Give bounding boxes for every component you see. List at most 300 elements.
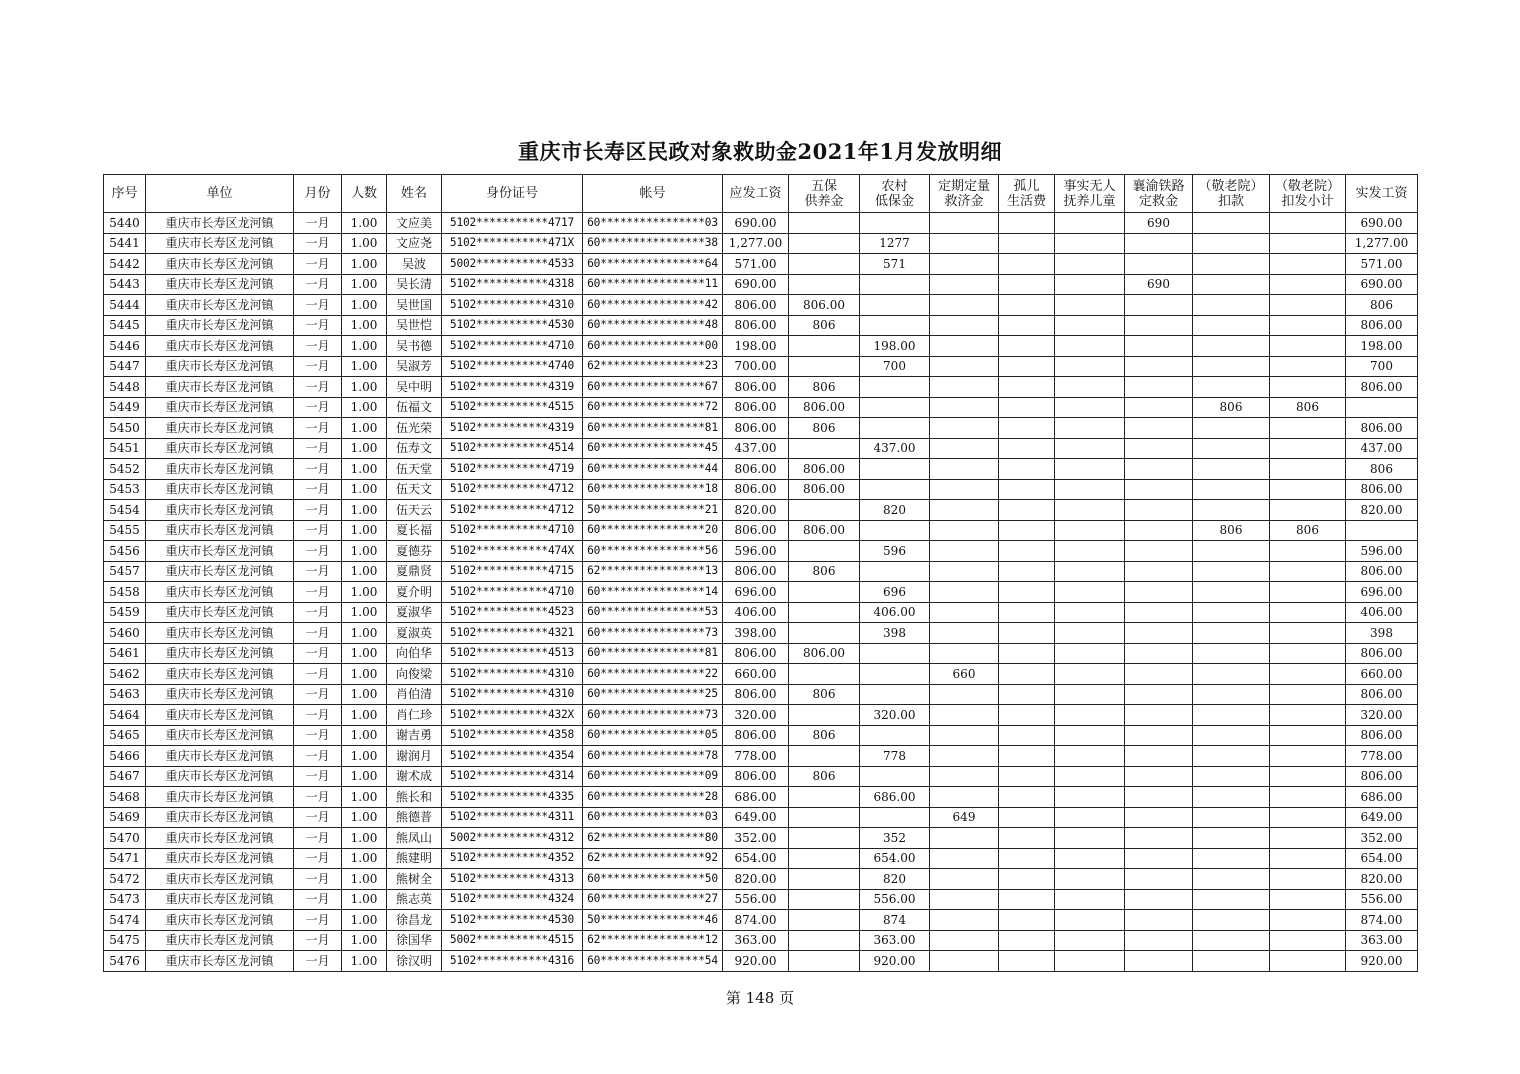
cell-count: 1.00 [342,602,387,623]
cell-month: 一月 [294,315,342,336]
column-header-label: 孤儿 [1013,178,1040,194]
cell-jingkou [1193,459,1270,480]
cell-dibao: 352 [860,828,930,849]
column-header-label: 救济金 [944,193,984,209]
cell-jingxiaoji [1270,315,1346,336]
cell-guer [999,274,1055,295]
cell-count: 1.00 [342,930,387,951]
cell-account: 62****************12 [583,930,723,951]
cell-due: 654.00 [723,848,789,869]
cell-unit: 重庆市长寿区龙河镇 [146,356,294,377]
cell-jingxiaoji [1270,643,1346,664]
table-row [104,582,1418,603]
cell-due: 198.00 [723,336,789,357]
cell-jingxiaoji [1270,233,1346,254]
cell-count: 1.00 [342,213,387,234]
cell-paid: 406.00 [1346,602,1418,623]
cell-shishi [1055,233,1125,254]
cell-account: 60****************78 [583,746,723,767]
cell-wubao [789,848,860,869]
cell-jingxiaoji [1270,213,1346,234]
cell-month: 一月 [294,705,342,726]
cell-no: 5454 [104,500,146,521]
cell-unit: 重庆市长寿区龙河镇 [146,479,294,500]
cell-unit: 重庆市长寿区龙河镇 [146,930,294,951]
cell-due: 1,277.00 [723,233,789,254]
column-header-label: 五保 [810,178,837,194]
cell-unit: 重庆市长寿区龙河镇 [146,520,294,541]
column-header-due [723,175,789,213]
cell-idno: 5102***********4316 [442,951,583,972]
cell-dingqi: 649 [930,807,999,828]
cell-account: 60****************05 [583,725,723,746]
cell-jingkou [1193,356,1270,377]
cell-xiangyu [1125,643,1193,664]
cell-shishi [1055,930,1125,951]
cell-name: 熊树全 [387,869,442,890]
cell-name: 向俊梁 [387,664,442,685]
cell-no: 5458 [104,582,146,603]
column-header-label: 序号 [111,186,138,201]
cell-dibao: 437.00 [860,438,930,459]
cell-dingqi [930,643,999,664]
cell-name: 熊建明 [387,848,442,869]
table-row [104,315,1418,336]
cell-count: 1.00 [342,479,387,500]
column-header-label: 供养金 [804,193,844,209]
cell-name: 吴中明 [387,377,442,398]
cell-shishi [1055,807,1125,828]
cell-dingqi [930,233,999,254]
cell-dibao [860,725,930,746]
cell-unit: 重庆市长寿区龙河镇 [146,561,294,582]
cell-jingxiaoji [1270,602,1346,623]
table-row [104,459,1418,480]
cell-no: 5447 [104,356,146,377]
cell-due: 352.00 [723,828,789,849]
cell-count: 1.00 [342,705,387,726]
table-row [104,889,1418,910]
table-row [104,500,1418,521]
cell-jingkou [1193,725,1270,746]
cell-no: 5462 [104,664,146,685]
cell-count: 1.00 [342,356,387,377]
cell-no: 5459 [104,602,146,623]
cell-account: 60****************28 [583,787,723,808]
cell-dibao [860,520,930,541]
cell-paid: 806.00 [1346,725,1418,746]
cell-guer [999,254,1055,275]
cell-name: 伍光荣 [387,418,442,439]
column-header-jingxiaoji [1270,175,1346,213]
cell-shishi [1055,746,1125,767]
column-header-label: 应发工资 [729,186,782,201]
cell-unit: 重庆市长寿区龙河镇 [146,807,294,828]
table-row [104,930,1418,951]
cell-jingxiaoji [1270,930,1346,951]
cell-wubao [789,602,860,623]
cell-idno: 5102***********4530 [442,910,583,931]
column-header-label: （敬老院） [1274,178,1340,194]
cell-shishi [1055,377,1125,398]
cell-idno: 5102***********4710 [442,336,583,357]
column-header-jingkou [1193,175,1270,213]
cell-unit: 重庆市长寿区龙河镇 [146,254,294,275]
cell-guer [999,520,1055,541]
cell-wubao [789,889,860,910]
cell-shishi [1055,602,1125,623]
cell-xiangyu [1125,418,1193,439]
column-header-label: 扣发小计 [1281,193,1334,209]
cell-unit: 重庆市长寿区龙河镇 [146,705,294,726]
cell-jingxiaoji [1270,746,1346,767]
cell-account: 60****************00 [583,336,723,357]
table-row [104,623,1418,644]
cell-shishi [1055,561,1125,582]
cell-idno: 5102***********471X [442,233,583,254]
cell-jingkou [1193,807,1270,828]
cell-xiangyu [1125,787,1193,808]
cell-name: 伍天文 [387,479,442,500]
cell-jingkou [1193,684,1270,705]
cell-unit: 重庆市长寿区龙河镇 [146,684,294,705]
cell-dibao [860,561,930,582]
column-header-label: 农村 [881,178,908,194]
cell-wubao [789,254,860,275]
cell-paid: 596.00 [1346,541,1418,562]
cell-dingqi [930,684,999,705]
cell-shishi [1055,438,1125,459]
cell-due: 660.00 [723,664,789,685]
cell-count: 1.00 [342,828,387,849]
cell-guer [999,828,1055,849]
cell-guer [999,725,1055,746]
cell-month: 一月 [294,930,342,951]
cell-jingkou: 806 [1193,397,1270,418]
cell-idno: 5102***********4358 [442,725,583,746]
column-header-label: 实发工资 [1355,186,1408,201]
cell-account: 60****************54 [583,951,723,972]
cell-count: 1.00 [342,643,387,664]
cell-wubao [789,787,860,808]
cell-count: 1.00 [342,807,387,828]
cell-dibao: 556.00 [860,889,930,910]
cell-wubao: 806 [789,766,860,787]
cell-jingxiaoji [1270,459,1346,480]
cell-idno: 5102***********4513 [442,643,583,664]
cell-idno: 5102***********4321 [442,623,583,644]
cell-unit: 重庆市长寿区龙河镇 [146,438,294,459]
cell-no: 5441 [104,233,146,254]
cell-dibao: 363.00 [860,930,930,951]
cell-dibao [860,459,930,480]
cell-month: 一月 [294,520,342,541]
cell-jingkou [1193,500,1270,521]
cell-xiangyu: 690 [1125,213,1193,234]
cell-paid: 820.00 [1346,500,1418,521]
cell-unit: 重庆市长寿区龙河镇 [146,418,294,439]
table-row [104,787,1418,808]
cell-wubao [789,500,860,521]
cell-name: 吴波 [387,254,442,275]
column-header-label: 单位 [206,186,233,201]
cell-idno: 5102***********4715 [442,561,583,582]
cell-jingkou [1193,418,1270,439]
cell-guer [999,233,1055,254]
cell-month: 一月 [294,438,342,459]
cell-shishi [1055,254,1125,275]
column-header-label: 姓名 [400,186,427,201]
cell-name: 肖仁珍 [387,705,442,726]
cell-due: 874.00 [723,910,789,931]
cell-name: 吴世国 [387,295,442,316]
cell-dingqi [930,705,999,726]
column-header-xiangyu [1125,175,1193,213]
cell-xiangyu [1125,315,1193,336]
cell-unit: 重庆市长寿区龙河镇 [146,643,294,664]
cell-due: 649.00 [723,807,789,828]
cell-wubao [789,336,860,357]
cell-unit: 重庆市长寿区龙河镇 [146,315,294,336]
cell-count: 1.00 [342,459,387,480]
cell-dingqi [930,397,999,418]
cell-shishi [1055,295,1125,316]
cell-guer [999,746,1055,767]
cell-dibao: 406.00 [860,602,930,623]
cell-jingkou [1193,910,1270,931]
table-row [104,479,1418,500]
table-row [104,807,1418,828]
cell-jingxiaoji [1270,274,1346,295]
cell-count: 1.00 [342,725,387,746]
cell-wubao: 806.00 [789,643,860,664]
cell-wubao [789,233,860,254]
cell-due: 363.00 [723,930,789,951]
cell-no: 5451 [104,438,146,459]
cell-jingkou [1193,766,1270,787]
cell-jingxiaoji [1270,377,1346,398]
table-row [104,520,1418,541]
cell-no: 5466 [104,746,146,767]
cell-unit: 重庆市长寿区龙河镇 [146,725,294,746]
cell-dingqi [930,561,999,582]
cell-dibao: 398 [860,623,930,644]
cell-paid: 363.00 [1346,930,1418,951]
cell-shishi [1055,541,1125,562]
cell-guer [999,910,1055,931]
cell-guer [999,602,1055,623]
column-header-label: 抚养儿童 [1063,193,1116,209]
column-header-label: 襄渝铁路 [1132,178,1185,194]
cell-dibao [860,213,930,234]
cell-jingkou [1193,295,1270,316]
cell-jingxiaoji [1270,869,1346,890]
cell-jingkou [1193,233,1270,254]
cell-no: 5469 [104,807,146,828]
cell-xiangyu [1125,766,1193,787]
cell-shishi [1055,520,1125,541]
cell-paid: 920.00 [1346,951,1418,972]
cell-due: 320.00 [723,705,789,726]
cell-shishi [1055,479,1125,500]
cell-month: 一月 [294,951,342,972]
page-number: 第 148 页 [725,989,795,1007]
column-header-label: 低保金 [874,193,914,209]
cell-month: 一月 [294,766,342,787]
cell-dingqi [930,889,999,910]
cell-dibao [860,766,930,787]
column-header-paid [1346,175,1418,213]
cell-wubao: 806 [789,377,860,398]
cell-paid: 352.00 [1346,828,1418,849]
cell-dibao: 820 [860,869,930,890]
cell-due: 778.00 [723,746,789,767]
cell-shishi [1055,869,1125,890]
cell-xiangyu [1125,910,1193,931]
cell-unit: 重庆市长寿区龙河镇 [146,377,294,398]
cell-dibao [860,643,930,664]
cell-idno: 5102***********4311 [442,807,583,828]
cell-jingxiaoji [1270,889,1346,910]
cell-jingkou [1193,889,1270,910]
cell-guer [999,664,1055,685]
cell-no: 5448 [104,377,146,398]
cell-dibao: 700 [860,356,930,377]
cell-name: 伍福文 [387,397,442,418]
table-row [104,828,1418,849]
cell-month: 一月 [294,541,342,562]
cell-no: 5444 [104,295,146,316]
cell-guer [999,213,1055,234]
cell-dibao: 920.00 [860,951,930,972]
cell-account: 60****************11 [583,274,723,295]
table-row [104,397,1418,418]
header-row [104,175,1418,213]
cell-month: 一月 [294,664,342,685]
cell-idno: 5102***********4335 [442,787,583,808]
cell-jingxiaoji [1270,356,1346,377]
cell-no: 5440 [104,213,146,234]
cell-due: 806.00 [723,459,789,480]
cell-guer [999,377,1055,398]
cell-guer [999,889,1055,910]
cell-name: 文应美 [387,213,442,234]
cell-paid: 696.00 [1346,582,1418,603]
cell-paid: 556.00 [1346,889,1418,910]
cell-no: 5452 [104,459,146,480]
cell-dingqi [930,930,999,951]
cell-guer [999,623,1055,644]
column-header-label: 生活费 [1006,193,1046,209]
cell-count: 1.00 [342,500,387,521]
cell-xiangyu [1125,705,1193,726]
cell-jingxiaoji [1270,438,1346,459]
cell-idno: 5102***********4324 [442,889,583,910]
cell-idno: 5102***********4319 [442,418,583,439]
cell-account: 62****************92 [583,848,723,869]
cell-jingkou [1193,828,1270,849]
table-row [104,377,1418,398]
cell-due: 820.00 [723,869,789,890]
cell-jingxiaoji [1270,541,1346,562]
cell-jingxiaoji [1270,664,1346,685]
cell-jingkou [1193,438,1270,459]
cell-jingxiaoji [1270,295,1346,316]
cell-paid: 1,277.00 [1346,233,1418,254]
column-header-label: 月份 [304,186,331,201]
cell-xiangyu [1125,746,1193,767]
cell-unit: 重庆市长寿区龙河镇 [146,295,294,316]
cell-month: 一月 [294,684,342,705]
cell-paid: 660.00 [1346,664,1418,685]
cell-month: 一月 [294,274,342,295]
cell-shishi [1055,582,1125,603]
cell-jingkou [1193,213,1270,234]
cell-xiangyu [1125,951,1193,972]
cell-name: 夏长福 [387,520,442,541]
cell-name: 伍寿文 [387,438,442,459]
cell-account: 60****************72 [583,397,723,418]
cell-month: 一月 [294,582,342,603]
cell-due: 806.00 [723,479,789,500]
cell-paid: 806.00 [1346,643,1418,664]
cell-no: 5463 [104,684,146,705]
cell-month: 一月 [294,213,342,234]
cell-xiangyu [1125,295,1193,316]
cell-unit: 重庆市长寿区龙河镇 [146,787,294,808]
cell-wubao: 806.00 [789,520,860,541]
table-row [104,295,1418,316]
cell-unit: 重庆市长寿区龙河镇 [146,602,294,623]
cell-jingxiaoji [1270,623,1346,644]
cell-jingkou [1193,315,1270,336]
cell-wubao [789,951,860,972]
cell-guer [999,500,1055,521]
cell-jingkou [1193,705,1270,726]
cell-jingxiaoji [1270,807,1346,828]
cell-shishi [1055,315,1125,336]
cell-dibao: 571 [860,254,930,275]
cell-count: 1.00 [342,254,387,275]
cell-dibao: 596 [860,541,930,562]
column-header-account [583,175,723,213]
cell-account: 60****************50 [583,869,723,890]
cell-month: 一月 [294,623,342,644]
cell-account: 60****************64 [583,254,723,275]
cell-dibao: 1277 [860,233,930,254]
cell-due: 571.00 [723,254,789,275]
cell-due: 696.00 [723,582,789,603]
cell-xiangyu [1125,520,1193,541]
cell-month: 一月 [294,459,342,480]
cell-jingxiaoji [1270,336,1346,357]
cell-dibao: 198.00 [860,336,930,357]
cell-idno: 5102***********4717 [442,213,583,234]
cell-xiangyu [1125,889,1193,910]
cell-dibao: 778 [860,746,930,767]
cell-due: 700.00 [723,356,789,377]
cell-account: 60****************14 [583,582,723,603]
cell-month: 一月 [294,397,342,418]
cell-paid: 806.00 [1346,684,1418,705]
cell-guer [999,787,1055,808]
column-header-label: 身份证号 [485,186,538,201]
cell-jingxiaoji [1270,418,1346,439]
cell-jingxiaoji [1270,254,1346,275]
cell-idno: 5002***********4312 [442,828,583,849]
cell-count: 1.00 [342,787,387,808]
cell-paid: 649.00 [1346,807,1418,828]
